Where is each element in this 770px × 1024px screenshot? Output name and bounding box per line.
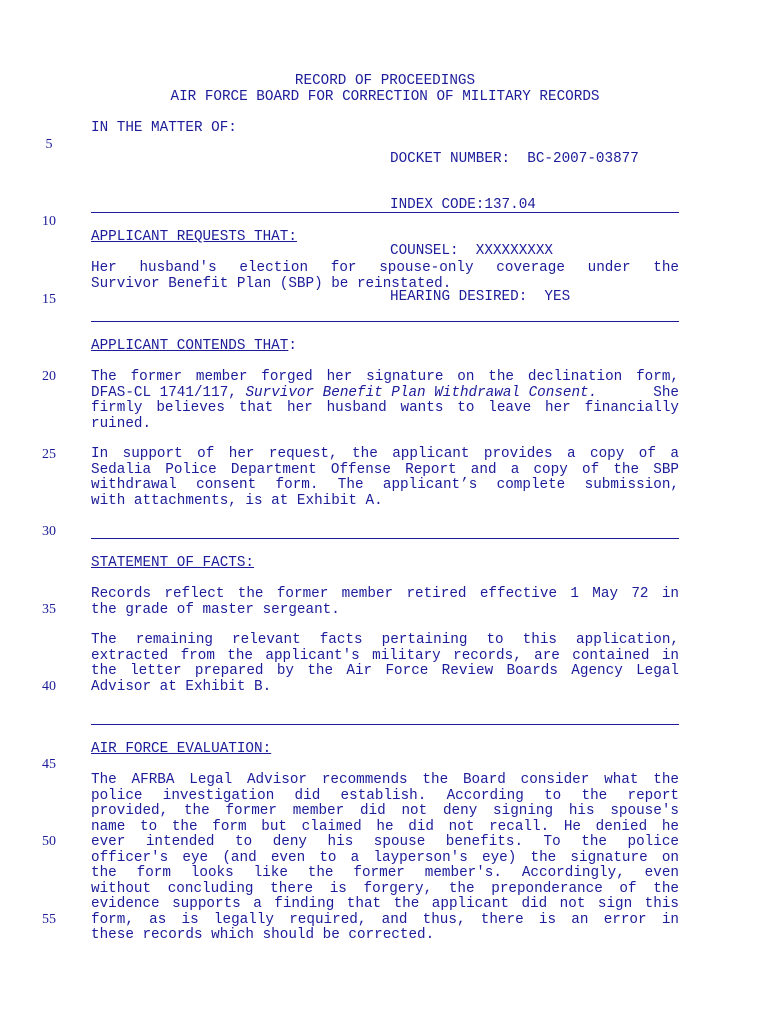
paragraph-line: evidence supports a finding that the applicant did not sign this [91, 896, 679, 912]
paragraph-line: these records which should be corrected. [91, 927, 435, 943]
contends-paragraph-1 [91, 370, 679, 432]
paragraph-line: with attachments, is at Exhibit A. [91, 492, 383, 509]
matter-label: IN THE MATTER OF: [91, 120, 237, 136]
paragraph-line: ever intended to deny his spouse benefits. To the police [91, 834, 679, 850]
paragraph-line: Her husband's election for spouse-only coverage under the [91, 260, 679, 276]
paragraph-line: without concluding there is forgery, the preponderance of the [91, 880, 679, 897]
line-number: 15 [42, 292, 56, 307]
form-number [91, 386, 597, 402]
line-number: 10 [42, 214, 56, 229]
section-divider [91, 212, 679, 213]
line-number: 45 [42, 757, 56, 772]
form-title: Survivor Benefit Plan Withdrawal Consent. [245, 384, 598, 401]
paragraph-line: Survivor Benefit Plan (SBP) be reinstated. [91, 275, 452, 292]
section-divider [91, 724, 679, 725]
paragraph-line: extracted from the applicant's military records, are contained in [91, 647, 679, 664]
paragraph-line: Advisor at Exhibit B. [91, 678, 272, 695]
line-number: 50 [42, 834, 56, 849]
paragraph-line: ruined. [91, 415, 152, 432]
paragraph-line: The former member forged her signature on the declination form, [91, 369, 679, 385]
hearing-desired: HEARING DESIRED: YES [390, 289, 571, 306]
title-line-1: RECORD OF PROCEEDINGS [294, 73, 476, 89]
contends-colon: : [288, 338, 297, 354]
docket-block [390, 121, 639, 337]
line-number: 5 [45, 137, 53, 152]
paragraph-line: the grade of master sergeant. [91, 601, 340, 618]
facts-heading: STATEMENT OF FACTS: [91, 555, 255, 571]
paragraph-line: Sedalia Police Department Offense Report and a copy of the SBP [91, 461, 679, 478]
paragraph-line [91, 386, 679, 402]
form-number-text: DFAS-CL 1741/117, [91, 384, 237, 401]
facts-paragraph-1 [91, 587, 679, 618]
paragraph-word: She [653, 384, 679, 401]
line-number: 30 [42, 524, 56, 539]
contends-paragraph-2 [91, 447, 679, 509]
requests-heading: APPLICANT REQUESTS THAT: [91, 229, 297, 245]
paragraph-line: form, as is legally required, and thus, there is an error in [91, 911, 679, 928]
paragraph-line: the form looks like the former member's. Accordingly, even [91, 865, 679, 881]
document-title [91, 74, 679, 105]
paragraph-line: provided, the former member did not deny signing his spouse's [91, 803, 679, 819]
section-divider [91, 321, 679, 322]
paragraph-line: The AFRBA Legal Advisor recommends the Board consider what the [91, 772, 679, 788]
line-number: 20 [42, 369, 56, 384]
paragraph-line: police investigation did establish. According to the report [91, 787, 679, 804]
paragraph-line: firmly believes that her husband wants to leave her financially [91, 400, 679, 416]
paragraph-line: In support of her request, the applicant provides a copy of a [91, 446, 679, 462]
requests-paragraph [91, 261, 679, 292]
contends-heading-row [91, 339, 297, 355]
docket-number: DOCKET NUMBER: BC-2007-03877 [390, 150, 639, 167]
line-number: 55 [42, 912, 56, 927]
section-divider [91, 538, 679, 539]
line-number: 40 [42, 679, 56, 694]
paragraph-line: name to the form but claimed he did not recall. He denied he [91, 818, 679, 835]
facts-paragraph-2 [91, 633, 679, 695]
evaluation-heading: AIR FORCE EVALUATION: [91, 741, 272, 757]
paragraph-line: The remaining relevant facts pertaining to this application, [91, 632, 679, 648]
index-code: INDEX CODE:137.04 [390, 197, 536, 214]
title-line-2: AIR FORCE BOARD FOR CORRECTION OF MILITARY RECORDS [170, 88, 600, 105]
contends-heading: APPLICANT CONTENDS THAT [91, 338, 289, 354]
paragraph-line: officer's eye (and even to a layperson's eye) the signature on [91, 849, 679, 866]
evaluation-paragraph [91, 773, 679, 944]
paragraph-line: the letter prepared by the Air Force Review Boards Agency Legal [91, 663, 679, 679]
line-number: 25 [42, 447, 56, 462]
paragraph-line: withdrawal consent form. The applicant’s complete submission, [91, 477, 679, 493]
line-number: 35 [42, 602, 56, 617]
paragraph-line: Records reflect the former member retired effective 1 May 72 in [91, 586, 679, 602]
counsel: COUNSEL: XXXXXXXXX [390, 243, 554, 260]
